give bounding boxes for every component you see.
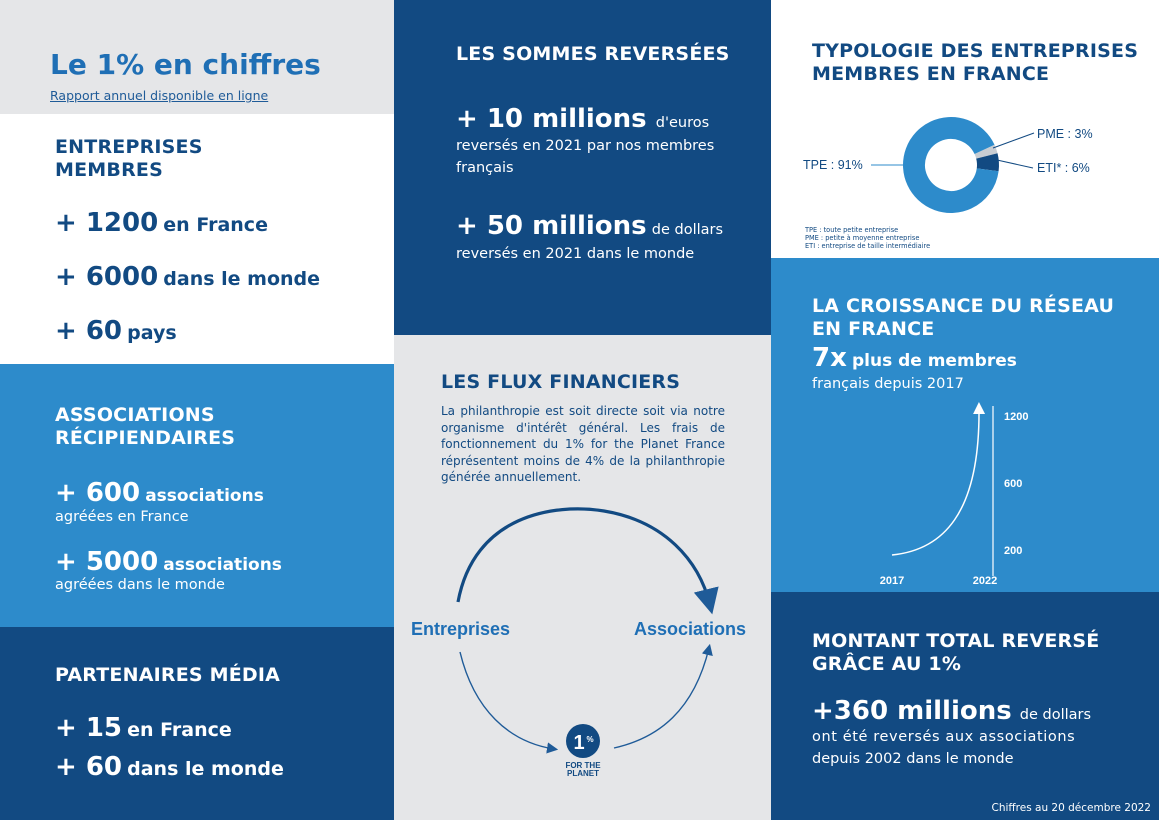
growth-series-line — [892, 408, 979, 555]
total-unit: de dollars — [1019, 707, 1092, 723]
total-line2: ont été reversés aux associations — [812, 729, 1076, 745]
bottom-right-arc-arrow — [614, 648, 709, 748]
associations-world-value: + 5000 — [55, 547, 159, 577]
media-france-value: + 15 — [55, 713, 123, 743]
total-panel — [771, 592, 1159, 820]
associations-france-stat — [55, 478, 264, 508]
sums-usd-stat — [456, 211, 723, 241]
members-countries-value: + 60 — [55, 316, 123, 346]
members-world-value: + 6000 — [55, 262, 159, 292]
annual-report-link[interactable]: Rapport annuel disponible en ligne — [50, 88, 269, 103]
members-world-stat — [55, 262, 320, 292]
sums-eur-value: + 10 millions — [456, 104, 647, 134]
media-france-stat — [55, 713, 232, 743]
associations-panel — [0, 364, 394, 627]
x-ticks — [880, 575, 997, 587]
page-title: Le 1% en chiffres — [50, 48, 321, 81]
sums-eur-unit: d'euros — [655, 115, 710, 131]
x-tick-label: 2017 — [879, 575, 905, 587]
sums-panel — [394, 0, 771, 335]
y-ticks — [1004, 411, 1028, 557]
bottom-left-arc-arrow — [460, 652, 554, 749]
sums-eur-line2: reversés en 2021 par nos membres — [456, 138, 715, 154]
associations-france-value: + 600 — [55, 478, 141, 508]
total-title-line2: GRÂCE AU 1% — [812, 653, 962, 675]
associations-world-label: associations — [163, 555, 282, 575]
media-panel — [0, 627, 394, 820]
logo-line2: PLANET — [567, 769, 599, 778]
media-world-stat — [55, 752, 284, 782]
members-france-value: + 1200 — [55, 208, 159, 238]
flows-title: LES FLUX FINANCIERS — [441, 371, 681, 393]
growth-mult-sub: français depuis 2017 — [812, 376, 964, 392]
y-tick-label: 1200 — [1004, 411, 1029, 423]
members-title-line1: ENTREPRISES — [55, 136, 203, 158]
growth-panel — [771, 258, 1159, 592]
flows-description-line: fonctionnement du 1% for the Planet France — [441, 437, 725, 451]
members-france-stat — [55, 208, 268, 238]
members-france-label: en France — [163, 214, 268, 236]
flows-description-line: La philanthropie est soit directe soit via notre — [441, 404, 725, 418]
typology-panel — [771, 0, 1159, 258]
members-countries-stat — [55, 316, 177, 346]
flow-left-label: Entreprises — [411, 619, 511, 639]
media-title: PARTENAIRES MÉDIA — [55, 664, 281, 686]
total-line3: depuis 2002 dans le monde — [812, 751, 1014, 767]
total-value: +360 millions — [812, 696, 1012, 726]
typology-notes — [805, 226, 930, 250]
typology-note: ETI : entreprise de taille intermédiaire — [805, 242, 931, 250]
members-panel — [0, 114, 394, 364]
total-title-line1: MONTANT TOTAL REVERSÉ — [812, 630, 1100, 652]
donut-group — [902, 116, 1000, 214]
logo-percent: % — [586, 735, 594, 744]
typology-note: TPE : toute petite entreprise — [805, 226, 899, 234]
y-tick-label: 200 — [1004, 545, 1023, 557]
footer-note: Chiffres au 20 décembre 2022 — [991, 802, 1151, 814]
total-stat — [812, 696, 1091, 726]
associations-france-label: associations — [145, 486, 264, 506]
flows-description-line: réprésentent moins de 4% de la philanthropie — [441, 453, 725, 468]
typology-title-line2: MEMBRES EN FRANCE — [812, 63, 1050, 85]
flows-description — [441, 403, 725, 486]
one-percent-logo-icon — [565, 724, 601, 778]
associations-world-stat — [55, 547, 282, 577]
media-world-label: dans le monde — [127, 758, 284, 780]
growth-line-chart — [771, 392, 1159, 592]
legend-tpe: TPE : 91% — [803, 158, 863, 172]
flows-description-line: générée annuellement. — [441, 470, 582, 484]
growth-title-line1: LA CROISSANCE DU RÉSEAU — [812, 295, 1115, 317]
typology-title-line1: TYPOLOGIE DES ENTREPRISES — [812, 40, 1139, 62]
header-panel — [0, 0, 394, 114]
associations-france-sub: agréées en France — [55, 509, 189, 525]
growth-multiplier-stat — [812, 343, 1017, 373]
flow-right-label: Associations — [634, 619, 747, 639]
media-france-label: en France — [127, 719, 232, 741]
associations-title-line2: RÉCIPIENDAIRES — [55, 427, 236, 449]
flow-diagram — [394, 495, 771, 805]
flows-panel — [394, 335, 771, 820]
flows-description-line: organisme d'intérêt général. Les frais de — [441, 420, 725, 435]
logo-line1: FOR THE — [565, 761, 601, 770]
legend-pme: PME : 3% — [1037, 127, 1093, 141]
members-title-line2: MEMBRES — [55, 159, 163, 181]
y-tick-label: 600 — [1004, 478, 1023, 490]
x-tick-label: 2022 — [972, 575, 998, 587]
growth-mult-value: 7x — [812, 343, 847, 373]
sums-eur-stat — [456, 104, 709, 134]
top-arc-arrow — [458, 509, 710, 605]
sums-eur-line3: français — [456, 160, 514, 176]
sums-title: LES SOMMES REVERSÉES — [456, 43, 730, 65]
associations-title-line1: ASSOCIATIONS — [55, 404, 215, 426]
typology-note: PME : petite à moyenne entreprise — [805, 234, 920, 242]
media-world-value: + 60 — [55, 752, 123, 782]
members-world-label: dans le monde — [163, 268, 321, 290]
sums-usd-value: + 50 millions — [456, 211, 647, 241]
legend-eti: ETI* : 6% — [1037, 161, 1090, 175]
growth-mult-label: plus de membres — [851, 351, 1017, 371]
members-countries-label: pays — [127, 322, 177, 344]
logo-main: 1 — [573, 732, 585, 754]
typology-donut-chart — [771, 90, 1159, 240]
sums-usd-unit: de dollars — [651, 222, 724, 238]
growth-title-line2: EN FRANCE — [812, 318, 935, 340]
sums-usd-line2: reversés en 2021 dans le monde — [456, 246, 695, 262]
associations-world-sub: agréées dans le monde — [55, 577, 225, 593]
